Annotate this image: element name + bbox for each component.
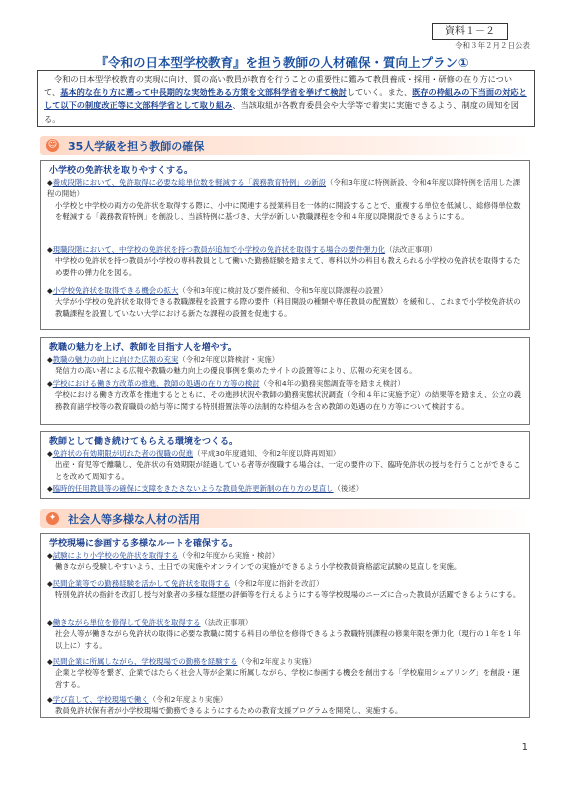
people-icon: ✦ [46, 512, 59, 525]
item-body: 働きながら受験しやすいよう、土日での実施やオンラインでの実施ができるよう小学校教員資格認定試験の見直しを実施。 [55, 562, 462, 572]
item-lead: 養成段階において、免許取得に必要な総単位数を軽減する「義務教育特例」の新設 [52, 178, 326, 187]
item-lead: 民間企業等での勤務経験を活かして免許状を取得する [52, 579, 231, 588]
list-item: ◆試験により小学校の免許状を取得する（令和2年度から実施・検討） 働きながら受験しやすいよう、土日での実施やオンラインでの実施ができるよう小学校教員資格認定試験の見直しを実施。 [47, 550, 523, 573]
item-body: 特別免許状の指針を改訂し授与対象者の多様な経歴の評価等を行えるようにする等学校現場のニーズに合った教員が活躍できるようにする。 [55, 590, 521, 600]
item-lead: 民間企業に所属しながら、学校現場での勤務を経験する [52, 657, 238, 666]
item-note: （令和3年度に特例新設、令和4年度以降特例を活用した課程の開始） [47, 178, 521, 199]
list-item: ◆免許状の有効期限が切れた者の復職の促進（平成30年度通知、令和2年度以降再周知） 出産・育児等で離職し、免許状の有効期限が経過している者等が復職する場合は、一定の要件の下、臨時免許状の授与を行うことができることを改めて周知する。 [47, 448, 523, 482]
document-number-box: 資料１－２ [432, 23, 508, 40]
item-body: 企業と学校等を繋ぎ、企業ではたらく社会人等が企業に所属しながら、学校に参画する機会を創出する「学校雇用シェアリング」を創設・運営する。 [55, 668, 520, 689]
intro-text-1: 令和の日本型学校教育の実現に向け、質の高い教員が教育を行うことの重要性に鑑みて教員養成・採用・研修の在り方について、 [44, 74, 513, 98]
item-lead: 教職の魅力の向上に向けた広報の充実 [52, 355, 179, 364]
box-diverse-routes [40, 533, 530, 718]
item-note: （令和2年度から実施・検討） [178, 551, 280, 560]
item-note: （令和3年度に検討及び要件緩和、令和5年度以降課程の設置） [178, 286, 388, 295]
item-note: （法改正事項） [200, 618, 253, 627]
list-item: ◆民間企業等での勤務経験を活かして免許状を取得する（令和2年度に指針を改訂） 特別免許状の指針を改訂し授与対象者の多様な経歴の評価等を行えるようにする等学校現場のニーズに合った教員が活躍できるようにする。 [47, 578, 523, 601]
item-note: （令和4年の勤務実態調査等を踏まえ検討） [259, 379, 405, 388]
page-number: 1 [521, 742, 528, 753]
list-item: ◆小学校免許状を取得できる機会の拡大（令和3年度に検討及び要件緩和、令和5年度以降課程の設置） 大学が小学校の免許状を取得できる教職課程を設置する際の要件（科目開設の種類や専任教員の配置数）を緩和し、これまで小学校免許状の教職課程を設置していない大学における新たな課程の設置を促進する。 [47, 285, 523, 319]
item-lead: 免許状の有効期限が切れた者の復職の促進 [52, 449, 194, 458]
list-item: ◆学校における働き方改革の推進、教師の処遇の在り方等の検討（令和4年の勤務実態調査等を踏まえ検討） 学校における働き方改革を推進するとともに、その進捗状況や教師の勤務実態状況調査（令和４年に実施予定）の結果等を踏まえ、公立の義務教育諸学校等の教育職員の給与等に関する特別措置法等の法制的な枠組みを含め教師の処遇の在り方等について検討する。 [47, 379, 522, 411]
item-note: （令和2年度以降検討・実施） [178, 355, 280, 364]
item-lead: 学び直して、学校現場で働く [52, 695, 149, 704]
intro-text-2: していく。また、 [346, 87, 413, 98]
item-note: （令和2年度より実施） [237, 657, 317, 666]
list-item: ◆臨時的任用教員等の確保に支障をきたさないような教員免許更新制の在り方の見直し（後述） [47, 484, 364, 493]
item-body: 中学校の免許状を持つ教員が小学校の専科教員として働いた勤務経験を踏まえて、専科以外の科目も教えられる小学校の免許状を取得するため要件の弾力化を図る。 [55, 256, 521, 277]
intro-emphasis-1: 基本的な在り方に遡って中長期的な実効性ある方策を文部科学省を挙げて検討 [60, 87, 347, 98]
list-item: ◆教職の魅力の向上に向けた広報の充実（令和2年度以降検討・実施） 発信力の高い者による広報や教職の魅力向上の優良事例を集めたサイトの設置等により、広報の充実を図る。 [47, 354, 523, 377]
item-note: （後述） [333, 484, 364, 493]
list-item: ◆働きながら単位を修得して免許状を取得する（法改正事項） 社会人等が働きながら免許状の取得に必要な教職に関する科目の単位を修得できるよう教職特別課程の修業年限を弾力化（現行の１年を１年以上に）する。 [47, 617, 523, 651]
item-lead: 臨時的任用教員等の確保に支障をきたさないような教員免許更新制の在り方の見直し [52, 484, 334, 493]
list-item: ◆民間企業に所属しながら、学校現場での勤務を経験する（令和2年度より実施） 企業と学校等を繋ぎ、企業ではたらく社会人等が企業に所属しながら、学校に参画する機会を創出する「学校雇用シェアリング」を創設・運営する。 [47, 656, 523, 690]
item-body: 社会人等が働きながら免許状の取得に必要な教職に関する科目の単位を修得できるよう教職特別課程の修業年限を弾力化（現行の１年を１年以上に）する。 [55, 629, 521, 650]
item-body: 発信力の高い者による広報や教職の魅力向上の優良事例を集めたサイトの設置等により、広報の充実を図る。 [55, 366, 417, 376]
section-header-teacher-recruitment [40, 136, 530, 155]
item-note: （令和2年度より実施） [148, 695, 228, 704]
intro-text-3: 、当該取組が各教育委員会や大学等で着実に実施できるよう、制度の周知を図る。 [44, 100, 519, 124]
section-title: 社会人等多様な人材の活用 [68, 513, 200, 526]
item-body: 出産・育児等で離職し、免許状の有効期限が経過している者等が復職する場合は、一定の要件の下、臨時免許状の授与を行うことができることを改めて周知する。 [55, 460, 521, 481]
box-heading: 小学校の免許状を取りやすくする。 [49, 166, 194, 176]
item-note: （令和2年度に指針を改訂） [230, 579, 324, 588]
item-note: （法改正事項） [385, 245, 437, 254]
item-lead: 働きながら単位を修得して免許状を取得する [52, 618, 201, 627]
intro-paragraph [37, 70, 535, 127]
item-lead: 試験により小学校の免許状を取得する [52, 551, 179, 560]
box-heading: 教師として働き続けてもらえる環境をつくる。 [49, 437, 239, 447]
box-teaching-appeal [40, 337, 530, 425]
box-retention-environment [40, 431, 530, 499]
publish-date: 令和３年２月２日公表 [455, 41, 530, 50]
item-note: （平成30年度通知、令和2年度以降再周知） [193, 449, 341, 458]
box-heading: 教職の魅力を上げ、教師を目指す人を増やす。 [49, 343, 237, 353]
item-body: 学校における働き方改革を推進するとともに、その進捗状況や教師の勤務実態状況調査（令和４年に実施予定）の結果等を踏まえ、公立の義務教育諸学校等の教育職員の給与等に関する特別措置法等の法制的な枠組みを含め教師の処遇の在り方等について検討する。 [55, 390, 522, 411]
intro-emphasis-2: 既存の枠組みの下当面の対応として以下の制度改正等に文部科学省として取り組み [44, 87, 527, 111]
box-heading: 学校現場に参画する多様なルートを確保する。 [49, 539, 239, 549]
item-lead: 小学校免許状を取得できる機会の拡大 [52, 286, 179, 295]
item-lead: 現職段階において、中学校の免許状を持つ教員が追加で小学校の免許状を取得する場合の要件弾力化 [52, 245, 386, 254]
list-item: ◆養成段階において、免許取得に必要な総単位数を軽減する「義務教育特例」の新設（令和3年度に特例新設、令和4年度以降特例を活用した課程の開始） 小学校と中学校の両方の免許状を取得する際に、小中に関連する授業科目を一体的に開設することで、重複する単位を低減し、総修得単位数を軽減する「義務教育特例」を創設し、当該特例に基づき、大学が新しい教職課程を令和４年度以降開設できるようにする。 [47, 177, 523, 222]
box-elementary-license [40, 160, 530, 330]
page-title: 『令和の日本型学校教育』を担う教師の人材確保・質向上プラン① [95, 55, 469, 70]
list-item: ◆現職段階において、中学校の免許状を持つ教員が追加で小学校の免許状を取得する場合の要件弾力化（法改正事項） 中学校の免許状を持つ教員が小学校の専科教員として働いた勤務経験を踏まえて、専科以外の科目も教えられる小学校の免許状を取得するため要件の弾力化を図る。 [47, 244, 523, 278]
list-item: ◆学び直して、学校現場で働く（令和2年度より実施） 教員免許状保有者が小学校現場で勤務できるようにするための教育支援プログラムを開発し、実施する。 [47, 694, 523, 717]
item-body: 大学が小学校の免許状を取得できる教職課程を設置する際の要件（科目開設の種類や専任教員の配置数）を緩和し、これまで小学校免許状の教職課程を設置していない大学における新たな課程の設置を促進する。 [55, 297, 521, 318]
teacher-icon: ☺ [47, 140, 58, 150]
section-header-diverse-talent [40, 509, 530, 528]
item-body: 小学校と中学校の両方の免許状を取得する際に、小中に関連する授業科目を一体的に開設することで、重複する単位を低減し、総修得単位数を軽減する「義務教育特例」を創設し、当該特例に基づき、大学が新しい教職課程を令和４年度以降開設できるようにする。 [55, 200, 521, 221]
item-body: 教員免許状保有者が小学校現場で勤務できるようにするための教育支援プログラムを開発し、実施する。 [55, 706, 403, 716]
section-title: 35人学級を担う教師の確保 [68, 140, 205, 153]
item-lead: 学校における働き方改革の推進、教師の処遇の在り方等の検討 [52, 379, 260, 388]
